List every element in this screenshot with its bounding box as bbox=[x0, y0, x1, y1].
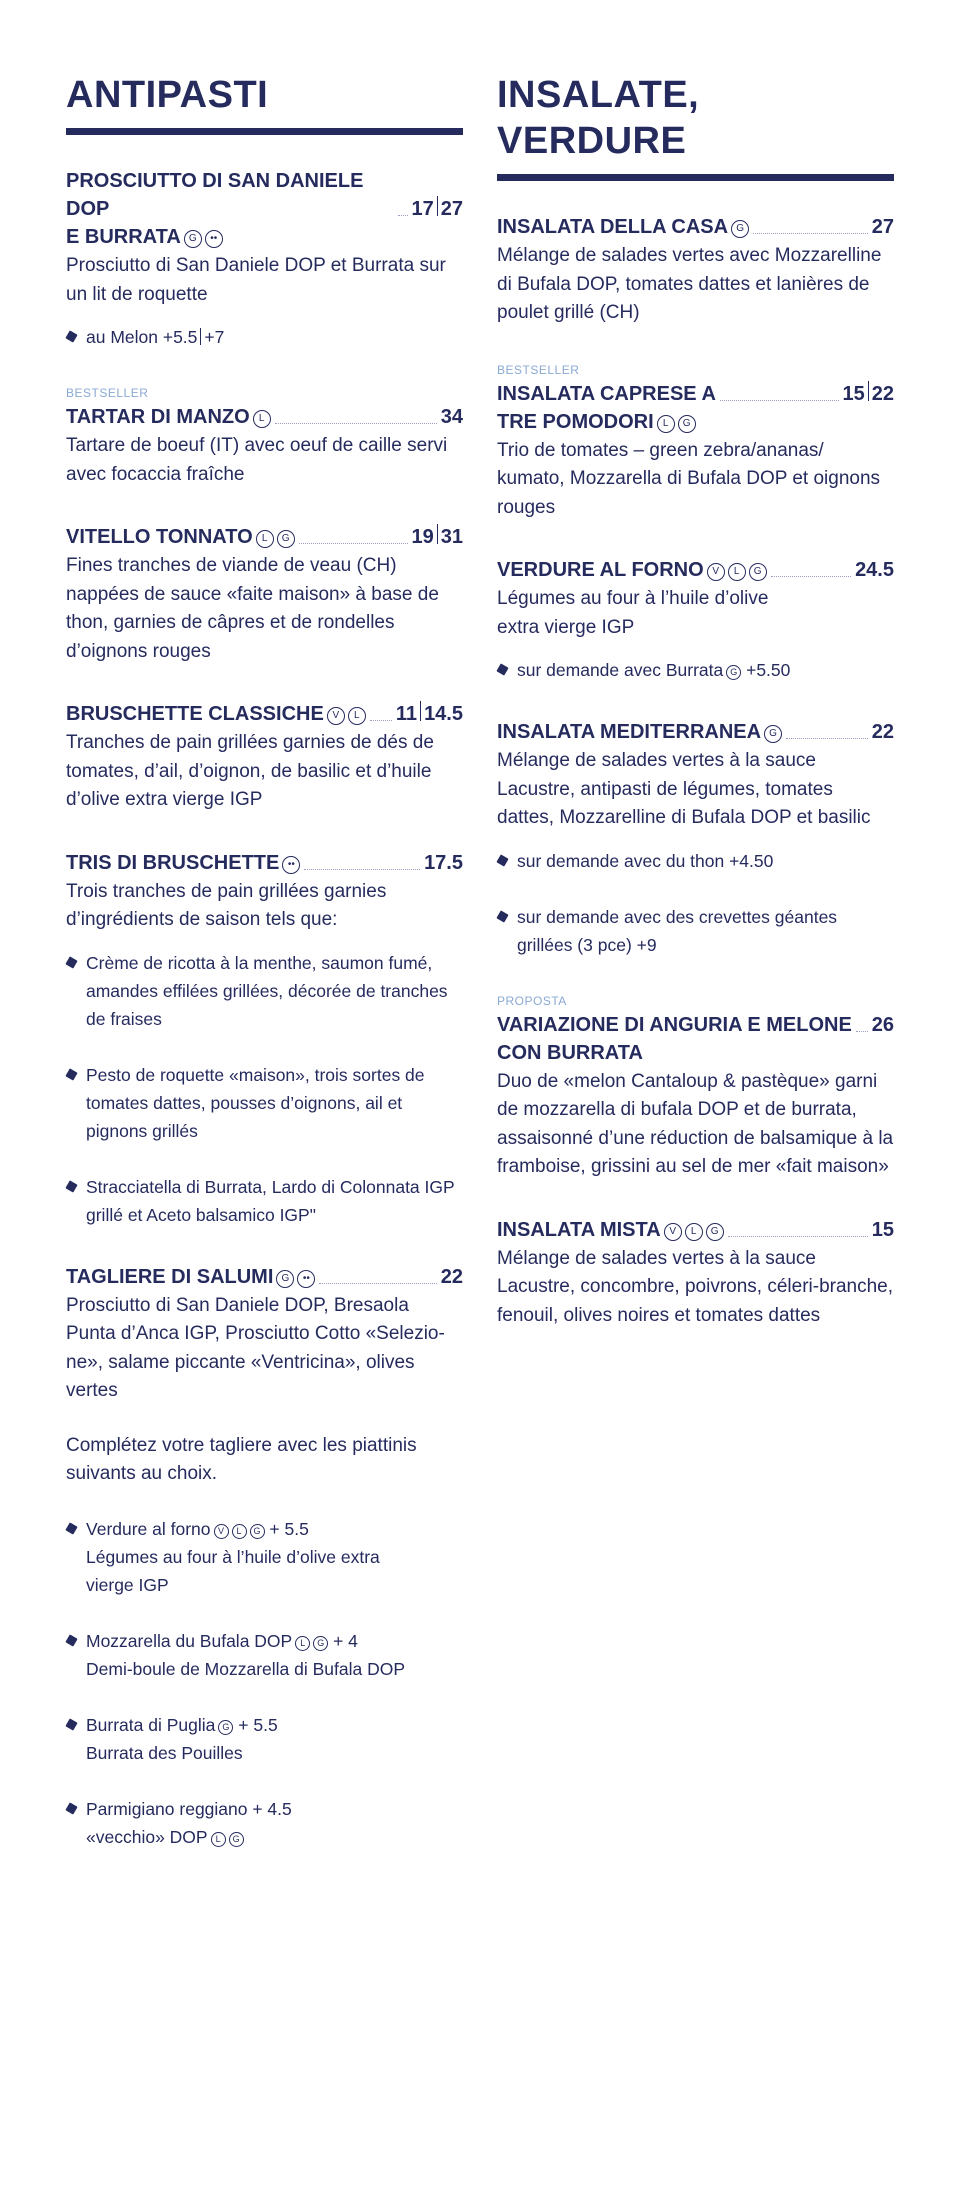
item-description: Trois tranches de pain grillées garnies d’ingrédients de saison tels que: bbox=[66, 880, 387, 930]
option-bullet: sur demande avec des crevettes géantes grillées (3 pce) +9 bbox=[497, 903, 894, 959]
option-bullet: Pesto de roquette «maison», trois sortes de tomates dattes, pousses d’oignons, ail et pignons grillés bbox=[66, 1061, 463, 1145]
item-description: Tranches de pain grillées garnies de dés de tomates, d’ail, d’oignon, de basilic et d’huile d’olive extra vierge IGP bbox=[66, 732, 434, 810]
menu-item-vitello bbox=[66, 523, 463, 666]
item-note: Complétez votre tagliere avec les piattinis suivants au choix. bbox=[66, 1434, 417, 1484]
menu-item-mista bbox=[497, 1216, 894, 1331]
item-name: VITELLO TONNATO L G bbox=[66, 523, 295, 551]
item-description: Duo de «melon Cantaloup & pastèque» garni de mozzarella di bufala DOP et de burrata, assaisonné d’une réduction de balsamique à la framboise, grissini au sel de mer «fait maison» bbox=[497, 1070, 894, 1177]
item-price: 11 14.5 bbox=[395, 703, 463, 725]
dot-leader bbox=[304, 868, 420, 870]
item-name-line2: E BURRATA G •• bbox=[66, 223, 223, 251]
option-bullet: Burrata di Puglia G + 5.5 Burrata des Pouilles bbox=[66, 1711, 463, 1767]
gluten-icon: G bbox=[184, 230, 202, 248]
insalate-column bbox=[497, 72, 894, 1330]
gluten-icon: G bbox=[250, 1524, 265, 1539]
item-name: TRIS DI BRUSCHETTE •• bbox=[66, 849, 300, 877]
item-price: 15 22 bbox=[842, 382, 894, 405]
option-bullet: Stracciatella di Burrata, Lardo di Colonnata IGP grillé et Aceto balsamico IGP" bbox=[66, 1173, 463, 1229]
gluten-icon: G bbox=[313, 1636, 328, 1651]
gluten-icon: G bbox=[229, 1832, 244, 1847]
item-name: VARIAZIONE DI ANGURIA E MELONE bbox=[497, 1013, 852, 1036]
menu-item-casa bbox=[497, 213, 894, 328]
item-price: 22 bbox=[871, 721, 894, 743]
item-price: 34 bbox=[440, 406, 463, 428]
menu-item-mediterranea bbox=[497, 718, 894, 959]
item-name: BRUSCHETTE CLASSICHE V L bbox=[66, 700, 366, 728]
item-description: Mélange de salades vertes à la sauce Lacustre, antipasti de légumes, tomates dattes, Mozzarelline di Bufala DOP et basilic bbox=[497, 750, 871, 828]
menu-item-tartar bbox=[66, 385, 463, 489]
item-price: 24.5 bbox=[855, 559, 894, 581]
menu-item-variazione bbox=[497, 993, 894, 1182]
option-bullet: Crème de ricotta à la menthe, saumon fumé, amandes effilées grillées, décorée de tranches de fraises bbox=[66, 949, 463, 1033]
gluten-icon: G bbox=[764, 725, 782, 743]
chili-icon: •• bbox=[282, 856, 300, 874]
dot-leader bbox=[771, 575, 851, 577]
item-description: Prosciutto di San Daniele DOP, Bresaola Punta d’Anca IGP, Prosciutto Cotto «Selezio-ne», salame piccante «Ventricina», olives vertes bbox=[66, 1294, 445, 1401]
gluten-icon: G bbox=[706, 1223, 724, 1241]
item-description: Fines tranches de viande de veau (CH) nappées de sauce «faite maison» à base de thon, garnies de câpres et de rondelles d’oignons rouges bbox=[66, 555, 439, 662]
item-description: Prosciutto di San Daniele DOP et Burrata sur un lit de roquette bbox=[66, 255, 446, 305]
item-name: INSALATA DELLA CASA G bbox=[497, 213, 749, 241]
item-description: Mélange de salades vertes avec Mozzarelline di Bufala DOP, tomates dattes et lanières de poulet grillé (CH) bbox=[497, 245, 882, 323]
chili-icon: •• bbox=[205, 230, 223, 248]
section-title-insalate: INSALATE, VERDURE bbox=[497, 72, 894, 181]
item-price: 19 31 bbox=[411, 526, 463, 548]
bestseller-badge: BESTSELLER bbox=[66, 386, 149, 400]
item-description: Tartare de boeuf (IT) avec oeuf de caille servi avec focaccia fraîche bbox=[66, 435, 448, 485]
item-name-line2: TRE POMODORI L G bbox=[497, 408, 696, 436]
section-title-antipasti: ANTIPASTI bbox=[66, 72, 463, 135]
vegan-icon: V bbox=[327, 707, 345, 725]
item-price: 15 bbox=[871, 1218, 894, 1241]
option-bullet: au Melon +5.5 +7 bbox=[66, 323, 463, 351]
gluten-icon: G bbox=[218, 1720, 233, 1735]
proposta-badge: PROPOSTA bbox=[497, 993, 567, 1008]
gluten-icon: G bbox=[678, 415, 696, 433]
item-name: INSALATA CAPRESE A bbox=[497, 382, 716, 405]
dot-leader bbox=[299, 542, 408, 544]
dot-leader bbox=[319, 1282, 436, 1284]
item-description: Mélange de salades vertes à la sauce Lacustre, concombre, poivrons, céleri-branche, fenouil, olives noires et tomates dattes bbox=[497, 1247, 894, 1326]
option-bullet: Parmigiano reggiano + 4.5 «vecchio» DOP L G bbox=[66, 1795, 463, 1851]
gluten-icon: G bbox=[276, 1270, 294, 1288]
lactose-icon: L bbox=[256, 530, 274, 548]
menu-item-bruschette bbox=[66, 700, 463, 815]
item-price: 26 bbox=[871, 1013, 894, 1036]
dot-leader bbox=[856, 1030, 868, 1032]
lactose-icon: L bbox=[685, 1223, 703, 1241]
item-price: 27 bbox=[871, 216, 894, 238]
gluten-icon: G bbox=[749, 563, 767, 581]
lactose-icon: L bbox=[348, 707, 366, 725]
menu-item-prosciutto bbox=[66, 167, 463, 351]
gluten-icon: G bbox=[731, 220, 749, 238]
menu-item-tris bbox=[66, 849, 463, 1229]
antipasti-column bbox=[66, 72, 463, 1851]
item-description: Légumes au four à l’huile d’olive extra vierge IGP bbox=[497, 588, 769, 638]
item-price: 17.5 bbox=[424, 851, 463, 874]
item-name: VERDURE AL FORNO V L G bbox=[497, 556, 767, 584]
item-name: INSALATA MEDITERRANEA G bbox=[497, 718, 782, 746]
dot-leader bbox=[786, 737, 868, 739]
lactose-icon: L bbox=[728, 563, 746, 581]
option-bullet: Verdure al forno V L G + 5.5 Légumes au four à l’huile d’olive extra vierge IGP bbox=[66, 1515, 463, 1599]
dot-leader bbox=[398, 214, 408, 216]
lactose-icon: L bbox=[211, 1832, 226, 1847]
gluten-icon: G bbox=[726, 665, 741, 680]
vegan-icon: V bbox=[707, 563, 725, 581]
dot-leader bbox=[720, 399, 839, 401]
lactose-icon: L bbox=[232, 1524, 247, 1539]
gluten-icon: G bbox=[277, 530, 295, 548]
dot-leader bbox=[275, 422, 437, 424]
item-name: PROSCIUTTO DI SAN DANIELE DOP bbox=[66, 170, 364, 220]
menu-item-verdure bbox=[497, 556, 894, 684]
item-name: TARTAR DI MANZO L bbox=[66, 403, 271, 431]
dot-leader bbox=[728, 1235, 868, 1237]
chili-icon: •• bbox=[297, 1270, 315, 1288]
item-price: 22 bbox=[440, 1265, 463, 1288]
menu-item-tagliere bbox=[66, 1263, 463, 1851]
dot-leader bbox=[370, 719, 392, 721]
option-bullet: sur demande avec du thon +4.50 bbox=[497, 847, 894, 875]
item-name: TAGLIERE DI SALUMI G •• bbox=[66, 1263, 315, 1291]
item-name: INSALATA MISTA V L G bbox=[497, 1216, 724, 1244]
vegan-icon: V bbox=[664, 1223, 682, 1241]
option-bullet: Mozzarella du Bufala DOP L G + 4 Demi-boule de Mozzarella di Bufala DOP bbox=[66, 1627, 463, 1683]
lactose-icon: L bbox=[295, 1636, 310, 1651]
bestseller-badge: BESTSELLER bbox=[497, 362, 580, 377]
lactose-icon: L bbox=[253, 410, 271, 428]
item-description: Trio de tomates – green zebra/ananas/ kumato, Mozzarella di Bufala DOP et oignons rouges bbox=[497, 439, 881, 518]
vegan-icon: V bbox=[214, 1524, 229, 1539]
option-bullet: sur demande avec Burrata G +5.50 bbox=[497, 656, 894, 684]
item-name-line2: CON BURRATA bbox=[497, 1041, 643, 1064]
item-price: 17 27 bbox=[411, 198, 463, 220]
lactose-icon: L bbox=[657, 415, 675, 433]
menu-item-caprese bbox=[497, 362, 894, 523]
dot-leader bbox=[753, 232, 868, 234]
